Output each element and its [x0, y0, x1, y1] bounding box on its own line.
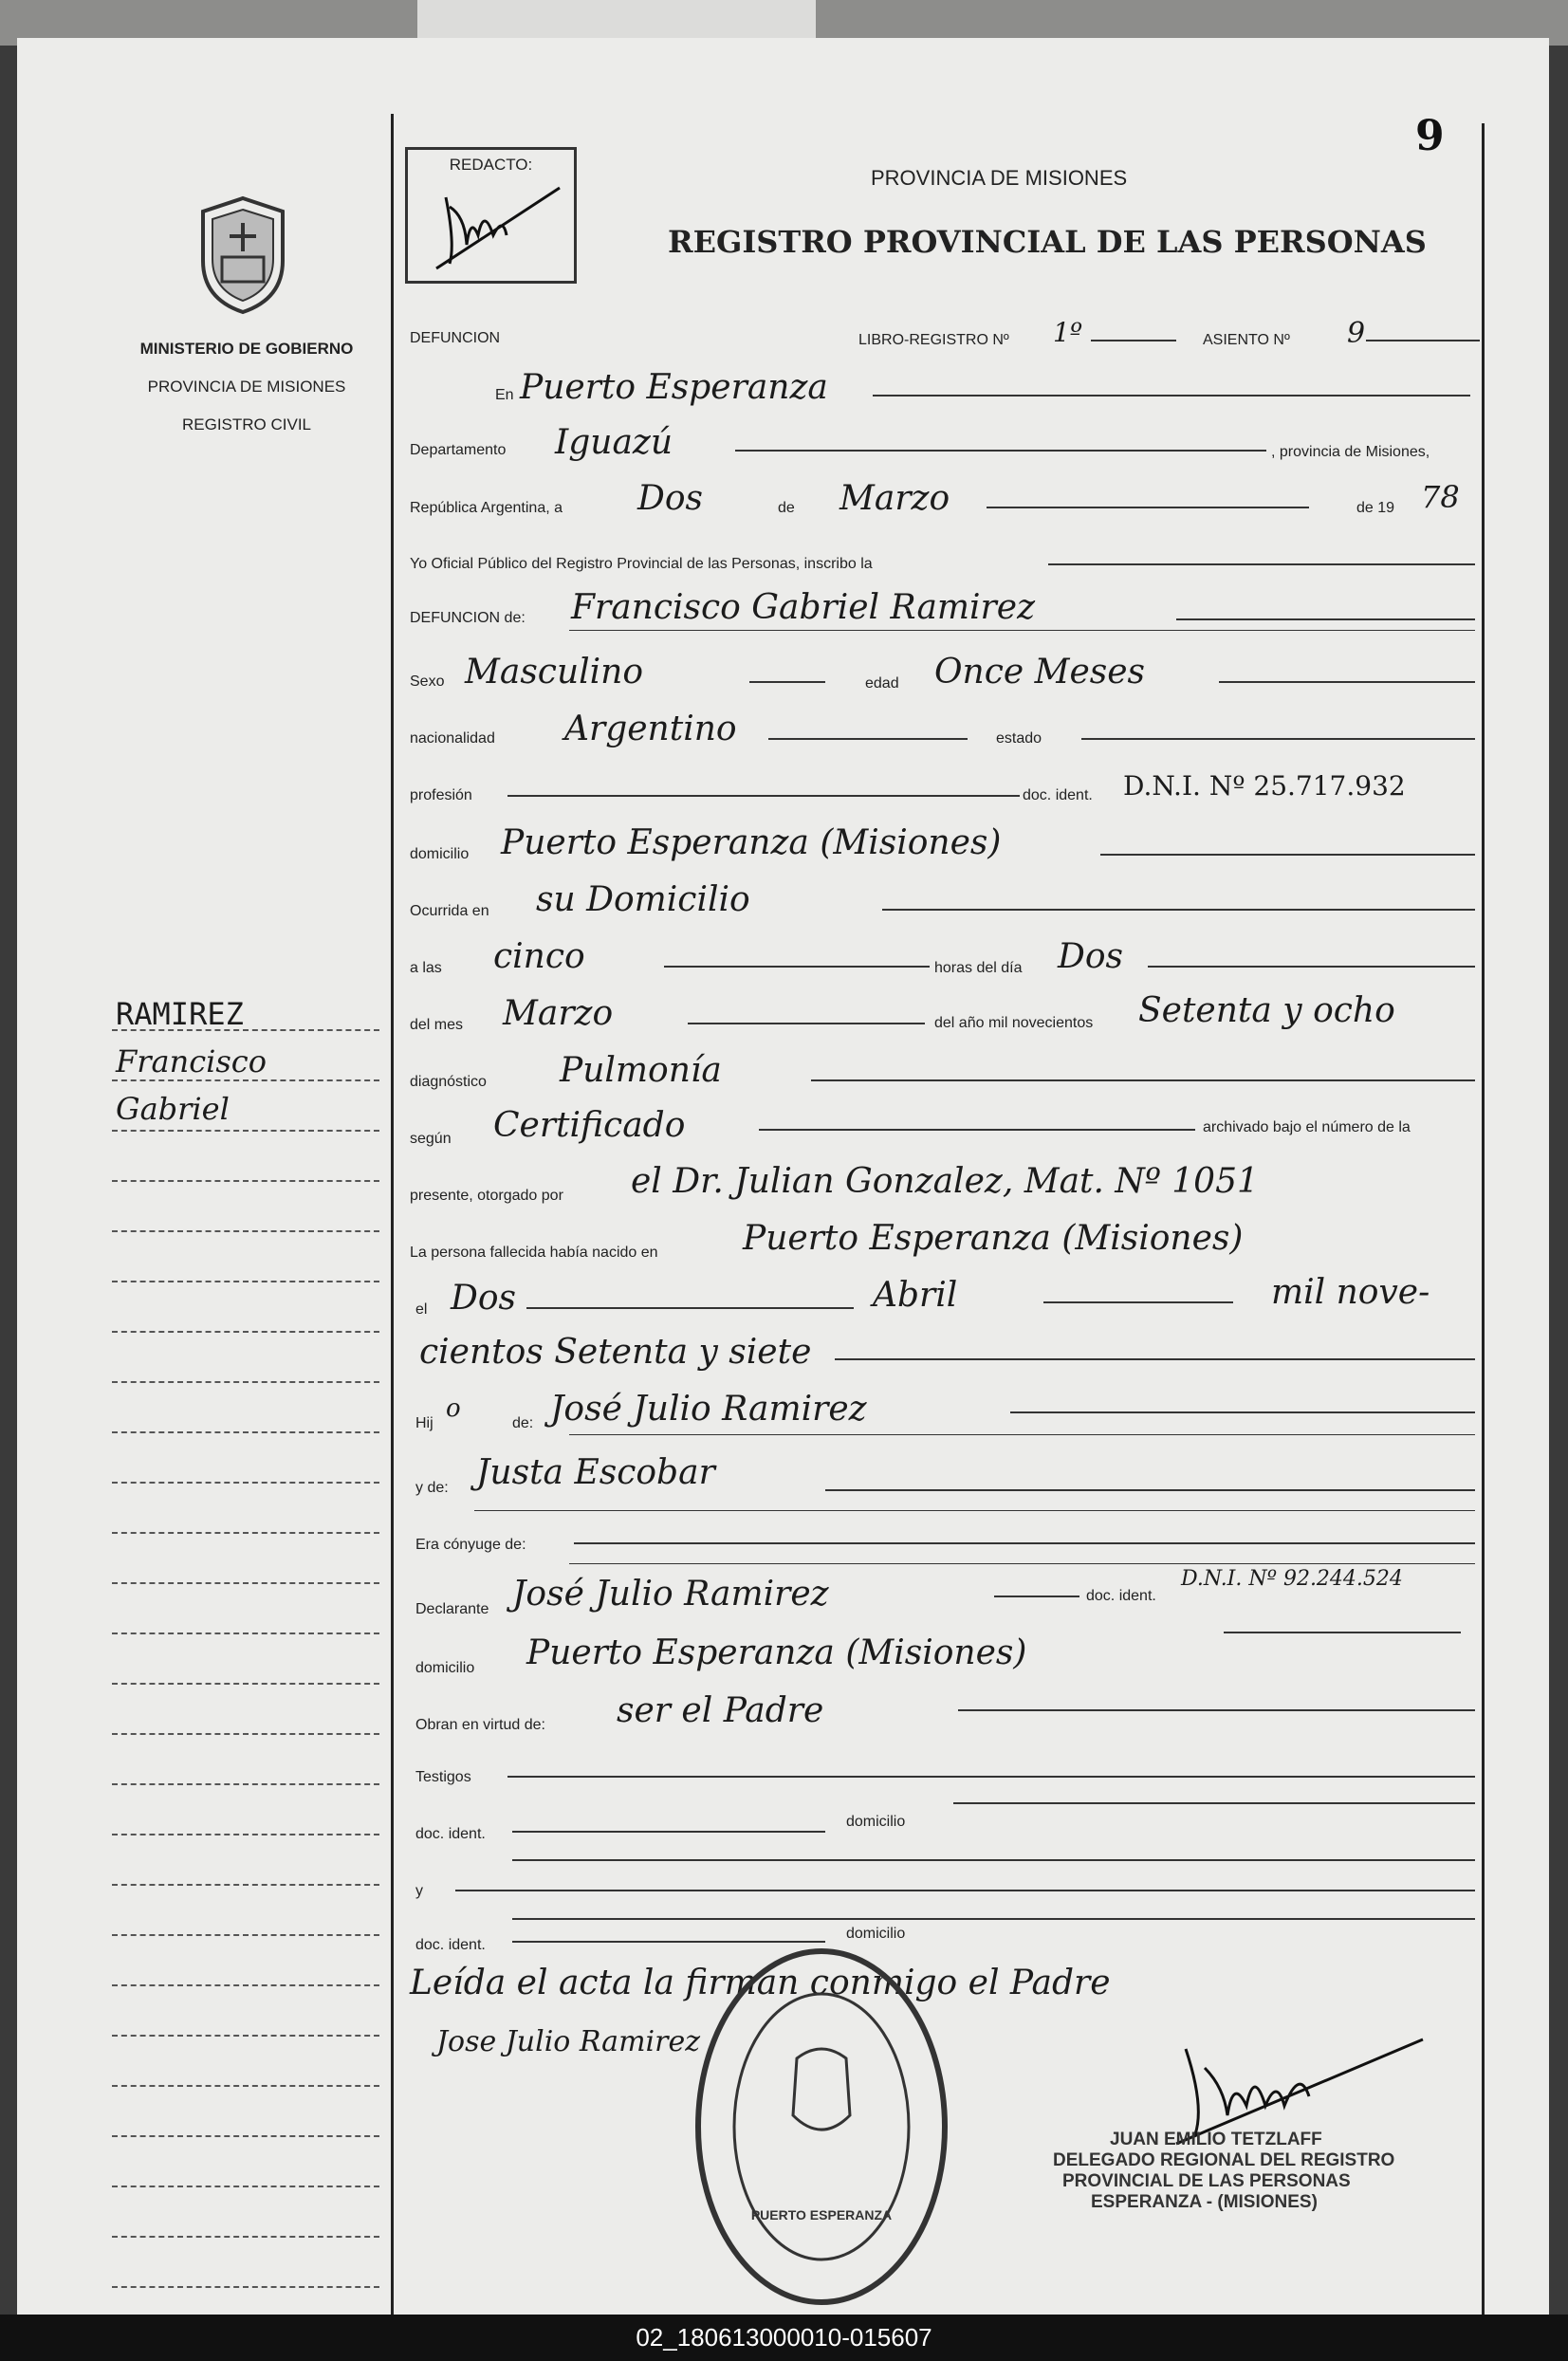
- redacto-box: [405, 147, 577, 284]
- segun-value: Certificado: [493, 1106, 686, 1145]
- margin-line: [112, 1783, 379, 1785]
- birth-month: Abril: [873, 1276, 958, 1315]
- yde-label: y de:: [415, 1480, 449, 1496]
- ministry-province: PROVINCIA DE MISIONES: [147, 378, 346, 396]
- margin-line: [112, 1683, 379, 1685]
- father-value: José Julio Ramirez: [550, 1390, 867, 1429]
- declarant-signature: Jose Julio Ramirez: [436, 2025, 701, 2058]
- diagnostico-value: Pulmonía: [560, 1051, 722, 1090]
- asiento-label: ASIENTO Nº: [1203, 332, 1290, 348]
- doc-ident-label: doc. ident.: [1023, 787, 1093, 803]
- nacido-value: Puerto Esperanza (Misiones): [743, 1219, 1244, 1258]
- margin-line: [112, 1733, 379, 1735]
- y-label: y: [415, 1883, 423, 1899]
- domicilio-value: Puerto Esperanza (Misiones): [501, 823, 1002, 862]
- conyuge-label: Era cónyuge de:: [415, 1537, 526, 1553]
- stamp-line-3: PROVINCIAL DE LAS PERSONAS: [1062, 2171, 1351, 2191]
- anio-label: del año mil novecientos: [934, 1015, 1094, 1031]
- archivado-label: archivado bajo el número de la: [1203, 1119, 1411, 1135]
- day-value: Dos: [637, 479, 704, 518]
- edad-value: Once Meses: [934, 653, 1146, 692]
- margin-line: [112, 1029, 379, 1031]
- header-registry: REGISTRO PROVINCIAL DE LAS PERSONAS: [668, 224, 1427, 260]
- registry-seal: [692, 1945, 950, 2310]
- decl-doc-value: D.N.I. Nº 92.244.524: [1181, 1567, 1403, 1591]
- obran-label: Obran en virtud de:: [415, 1717, 545, 1733]
- domicilio-label: domicilio: [410, 846, 470, 862]
- margin-name-2: Gabriel: [116, 1091, 230, 1127]
- declarante-value: José Julio Ramirez: [512, 1575, 829, 1614]
- margin-line: [112, 1482, 379, 1484]
- mother-value: Justa Escobar: [476, 1453, 715, 1492]
- margin-line: [112, 2085, 379, 2087]
- redacto-signature-icon: [408, 178, 569, 273]
- hijo-value: o: [446, 1394, 461, 1423]
- seal-center-text: PUERTO ESPERANZA: [750, 2207, 893, 2223]
- margin-line: [112, 1281, 379, 1282]
- profesion-label: profesión: [410, 787, 472, 803]
- margin-line: [112, 2286, 379, 2288]
- right-rule: [1482, 123, 1485, 2315]
- presente-value: el Dr. Julian Gonzalez, Mat. Nº 1051: [631, 1162, 1259, 1201]
- margin-line: [112, 2236, 379, 2238]
- el-label: el: [415, 1301, 428, 1318]
- stamp-line-1: JUAN EMILIO TETZLAFF: [1110, 2130, 1322, 2149]
- margin-line: [112, 1632, 379, 1634]
- left-rule: [391, 114, 394, 2315]
- redacto-label: REDACTO:: [449, 156, 533, 174]
- ocurrida-value: su Domicilio: [536, 880, 750, 919]
- en-value: Puerto Esperanza: [520, 368, 828, 407]
- horas-value: Dos: [1058, 937, 1124, 976]
- image-id: 02_180613000010-015607: [0, 2315, 1568, 2361]
- doc-ident-value: D.N.I. Nº 25.717.932: [1123, 770, 1406, 802]
- official-stamp: [1053, 2130, 1432, 2253]
- de-label: de: [778, 500, 795, 516]
- testigo2-doc-label: doc. ident.: [415, 1937, 486, 1953]
- presente-label: presente, otorgado por: [410, 1188, 563, 1204]
- de2-label: de:: [512, 1415, 534, 1431]
- margin-line: [112, 1180, 379, 1182]
- stamp-line-2: DELEGADO REGIONAL DEL REGISTRO: [1053, 2150, 1395, 2170]
- margin-line: [112, 1381, 379, 1383]
- declarante-label: Declarante: [415, 1601, 489, 1617]
- libro-value: 1º: [1053, 317, 1082, 348]
- obran-value: ser el Padre: [617, 1691, 824, 1730]
- ministry-registry: REGISTRO CIVIL: [181, 415, 312, 433]
- margin-line: [112, 1884, 379, 1886]
- margin-line: [112, 1934, 379, 1936]
- ministry-name: MINISTERIO DE GOBIERNO: [139, 340, 354, 358]
- decl-domicilio-label: domicilio: [415, 1660, 475, 1676]
- margin-line: [112, 1582, 379, 1584]
- margin-line: [112, 2186, 379, 2187]
- defuncion-de-label: DEFUNCION de:: [410, 610, 526, 626]
- asiento-value: 9: [1347, 317, 1366, 350]
- nacido-label: La persona fallecida había nacido en: [410, 1245, 658, 1261]
- month-value: Marzo: [839, 479, 950, 518]
- nacionalidad-value: Argentino: [564, 710, 737, 748]
- republica-label: República Argentina, a: [410, 500, 563, 516]
- testigo1-domicilio-label: domicilio: [846, 1814, 906, 1830]
- edad-label: edad: [865, 675, 899, 692]
- horas-label: horas del día: [934, 960, 1023, 976]
- delmes-label: del mes: [410, 1017, 464, 1033]
- margin-line: [112, 1532, 379, 1534]
- segun-label: según: [410, 1131, 452, 1147]
- delmes-value: Marzo: [503, 994, 614, 1033]
- departamento-value: Iguazú: [555, 423, 673, 462]
- birth-year-1: mil nove-: [1271, 1273, 1430, 1312]
- testigo2-domicilio-label: domicilio: [846, 1926, 906, 1942]
- sexo-value: Masculino: [465, 653, 644, 692]
- yo-label: Yo Oficial Público del Registro Provincial de las Personas, inscribo la: [410, 556, 873, 572]
- alas-value: cinco: [493, 937, 585, 976]
- anio-value: Setenta y ocho: [1138, 991, 1395, 1030]
- testigo1-doc-label: doc. ident.: [415, 1826, 486, 1842]
- provincia-label: , provincia de Misiones,: [1271, 444, 1430, 460]
- decl-domicilio-value: Puerto Esperanza (Misiones): [526, 1633, 1027, 1672]
- stamp-line-4: ESPERANZA - (MISIONES): [1091, 2192, 1318, 2212]
- margin-line: [112, 1431, 379, 1433]
- page-number: 9: [1415, 112, 1445, 160]
- departamento-label: Departamento: [410, 442, 507, 458]
- testigos-label: Testigos: [415, 1769, 471, 1785]
- margin-line: [112, 1984, 379, 1986]
- deceased-value: Francisco Gabriel Ramirez: [571, 588, 1036, 627]
- margin-line: [112, 2035, 379, 2037]
- hijo-label: Hij: [415, 1415, 434, 1431]
- year-prefix: de 19: [1356, 500, 1395, 516]
- sexo-label: Sexo: [410, 673, 445, 690]
- estado-label: estado: [996, 730, 1042, 747]
- margin-line: [112, 1331, 379, 1333]
- birth-year-2: cientos Setenta y siete: [419, 1333, 812, 1372]
- diagnostico-label: diagnóstico: [410, 1074, 487, 1090]
- margin-line: [112, 1130, 379, 1132]
- margin-line: [112, 1079, 379, 1081]
- header-province: PROVINCIA DE MISIONES: [871, 166, 1128, 190]
- libro-label: LIBRO-REGISTRO Nº: [858, 332, 1009, 348]
- nacionalidad-label: nacionalidad: [410, 730, 495, 747]
- closing-text: Leída el acta la firman conmigo el Padre: [410, 1964, 1111, 2002]
- margin-line: [112, 1834, 379, 1835]
- margin-line: [112, 2135, 379, 2137]
- defuncion-label: DEFUNCION: [410, 330, 501, 346]
- year-value: 78: [1421, 479, 1460, 515]
- alas-label: a las: [410, 960, 442, 976]
- margin-name-1: Francisco: [116, 1043, 267, 1079]
- ocurrida-label: Ocurrida en: [410, 903, 489, 919]
- coat-of-arms-icon: [190, 194, 296, 316]
- en-label: En: [495, 387, 514, 403]
- decl-doc-label: doc. ident.: [1086, 1588, 1156, 1604]
- margin-line: [112, 1230, 379, 1232]
- margin-surname: RAMIREZ: [116, 996, 244, 1032]
- birth-day: Dos: [451, 1279, 517, 1318]
